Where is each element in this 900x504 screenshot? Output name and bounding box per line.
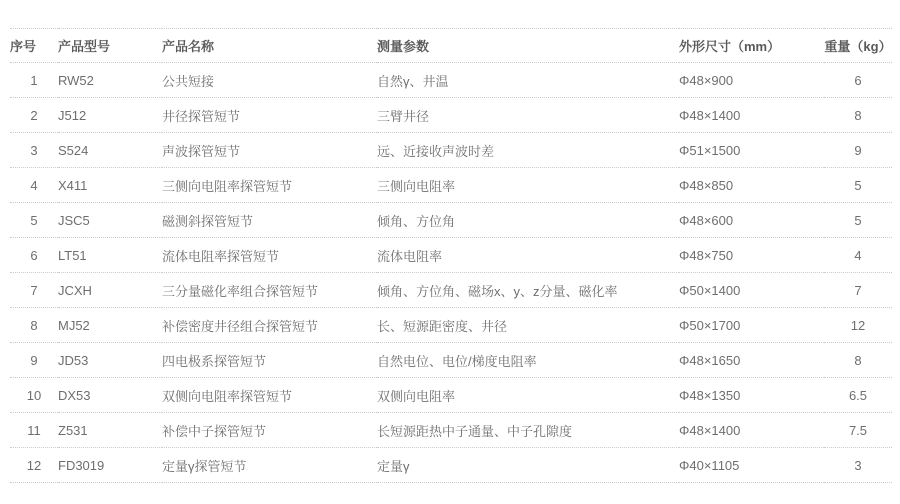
table-row [10,448,892,483]
table-row [10,63,892,98]
cell-model: S524 [58,133,162,168]
cell-weight: 8 [824,98,892,133]
cell-name: 井径探管短节 [162,98,377,133]
cell-serial: 12 [10,448,58,483]
cell-model: Z531 [58,413,162,448]
cell-weight: 6 [824,63,892,98]
cell-dimensions: Φ48×600 [679,203,824,238]
cell-weight: 5 [824,168,892,203]
cell-weight: 6.5 [824,378,892,413]
cell-serial: 4 [10,168,58,203]
cell-weight: 12 [824,308,892,343]
cell-model: JD53 [58,343,162,378]
cell-dimensions: Φ48×750 [679,238,824,273]
cell-params: 长短源距热中子通量、中子孔隙度 [377,413,679,448]
cell-name: 声波探管短节 [162,133,377,168]
cell-serial: 5 [10,203,58,238]
cell-name: 三分量磁化率组合探管短节 [162,273,377,308]
table-row [10,238,892,273]
header-dimensions: 外形尺寸（mm） [679,29,824,63]
cell-serial: 10 [10,378,58,413]
cell-model: DX53 [58,378,162,413]
table-header [10,29,892,63]
cell-serial: 2 [10,98,58,133]
cell-dimensions: Φ51×1500 [679,133,824,168]
cell-params: 流体电阻率 [377,238,679,273]
cell-name: 补偿中子探管短节 [162,413,377,448]
cell-params: 长、短源距密度、井径 [377,308,679,343]
cell-name: 定量γ探管短节 [162,448,377,483]
cell-dimensions: Φ50×1400 [679,273,824,308]
cell-dimensions: Φ48×1650 [679,343,824,378]
cell-dimensions: Φ48×1400 [679,413,824,448]
table-row [10,133,892,168]
cell-params: 倾角、方位角、磁场x、y、z分量、磁化率 [377,273,679,308]
header-name: 产品名称 [162,29,377,63]
cell-model: JSC5 [58,203,162,238]
table-row [10,413,892,448]
header-serial: 序号 [10,29,58,63]
cell-weight: 3 [824,448,892,483]
table-row [10,343,892,378]
cell-dimensions: Φ48×900 [679,63,824,98]
cell-serial: 7 [10,273,58,308]
cell-params: 双侧向电阻率 [377,378,679,413]
table-row [10,378,892,413]
cell-name: 补偿密度井径组合探管短节 [162,308,377,343]
table-row [10,98,892,133]
cell-serial: 1 [10,63,58,98]
cell-model: LT51 [58,238,162,273]
cell-weight: 4 [824,238,892,273]
cell-params: 三侧向电阻率 [377,168,679,203]
cell-dimensions: Φ48×850 [679,168,824,203]
cell-dimensions: Φ50×1700 [679,308,824,343]
cell-model: X411 [58,168,162,203]
table-row [10,168,892,203]
cell-weight: 9 [824,133,892,168]
table-body [10,63,892,483]
cell-params: 自然γ、井温 [377,63,679,98]
header-model: 产品型号 [58,29,162,63]
cell-serial: 9 [10,343,58,378]
table-row [10,273,892,308]
table-row [10,308,892,343]
cell-name: 流体电阻率探管短节 [162,238,377,273]
cell-params: 倾角、方位角 [377,203,679,238]
cell-model: JCXH [58,273,162,308]
cell-dimensions: Φ48×1350 [679,378,824,413]
cell-serial: 3 [10,133,58,168]
cell-params: 定量γ [377,448,679,483]
cell-name: 四电极系探管短节 [162,343,377,378]
cell-weight: 7 [824,273,892,308]
cell-model: FD3019 [58,448,162,483]
cell-model: J512 [58,98,162,133]
cell-serial: 11 [10,413,58,448]
cell-name: 磁测斜探管短节 [162,203,377,238]
cell-dimensions: Φ48×1400 [679,98,824,133]
cell-dimensions: Φ40×1105 [679,448,824,483]
cell-name: 双侧向电阻率探管短节 [162,378,377,413]
cell-params: 三臂井径 [377,98,679,133]
header-weight: 重量（kg） [824,29,892,63]
cell-model: MJ52 [58,308,162,343]
header-params: 测量参数 [377,29,679,63]
product-spec-table [10,28,892,483]
cell-name: 公共短接 [162,63,377,98]
cell-weight: 8 [824,343,892,378]
cell-weight: 5 [824,203,892,238]
cell-weight: 7.5 [824,413,892,448]
header-row [10,29,892,63]
cell-name: 三侧向电阻率探管短节 [162,168,377,203]
cell-model: RW52 [58,63,162,98]
cell-params: 自然电位、电位/梯度电阻率 [377,343,679,378]
table-row [10,203,892,238]
cell-serial: 6 [10,238,58,273]
cell-params: 远、近接收声波时差 [377,133,679,168]
cell-serial: 8 [10,308,58,343]
